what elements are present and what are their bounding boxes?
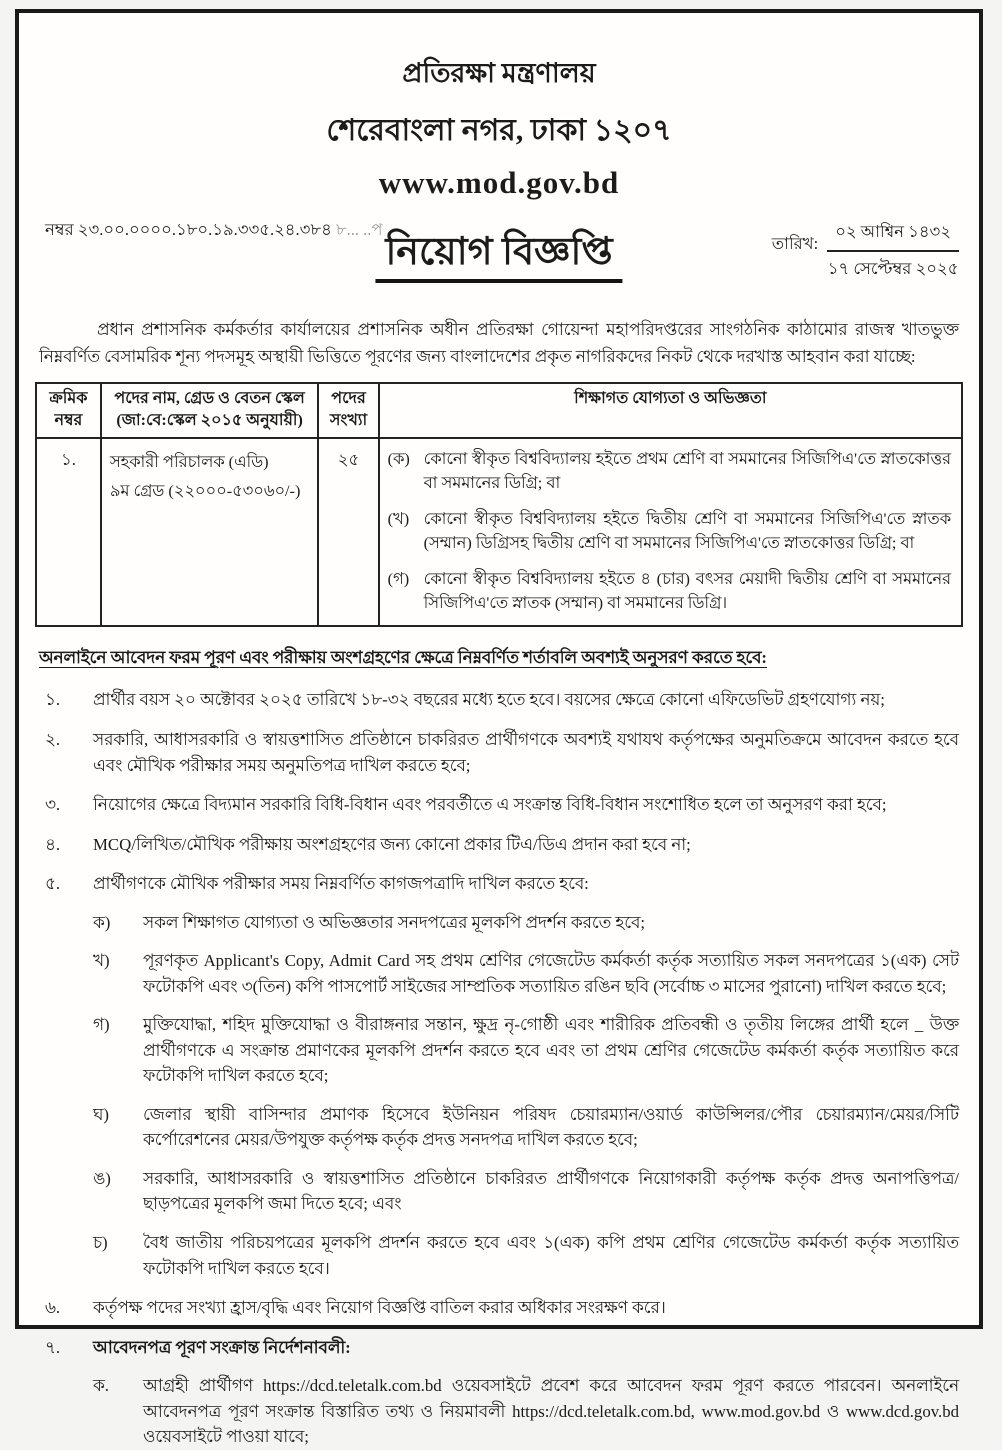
notice-title: নিয়োগ বিজ্ঞপ্তি <box>375 231 622 283</box>
qualification-marker: (ক) <box>387 448 410 468</box>
qualification-item <box>388 567 951 616</box>
condition-number: ৭. <box>45 1337 61 1357</box>
condition-sub-text: পূরণকৃত Applicant's Copy, Admit Card সহ প্রথম শ্রেণির গেজেটেড কর্মকর্তা কর্তৃক সত্যায়িত সকল সনদপত্রের ১(এক) সেট ফটোকপি এবং ৩(তিন) কপি পাসপোর্ট সাইজের সাম্প্রতিক সত্যায়িত রঙিন ছবি (সর্বোচ্চ ৩ মাসের পুরানো) দাখিল করতে হবে; <box>143 951 959 996</box>
memo-date-block <box>772 219 959 283</box>
cell-vacancies: ২৫ <box>318 438 378 627</box>
condition-sub-item <box>93 1012 963 1089</box>
qualification-marker: (গ) <box>387 568 410 588</box>
qualification-text: কোনো স্বীকৃত বিশ্ববিদ্যালয় হইতে ৪ (চার) বৎসর মেয়াদী দ্বিতীয় শ্রেণি বা সমমানের সিজিপিএ'তে স্নাতক (সম্মান) বা সমমানের ডিগ্রি। <box>423 568 951 613</box>
vacancy-table <box>35 382 963 627</box>
date-bangla: ০২ আশ্বিন ১৪৩২ <box>827 219 959 252</box>
condition-sub-text: বৈধ জাতীয় পরিচয়পত্রের মূলকপি প্রদর্শন করতে হবে এবং ১(এক) কপি প্রথম শ্রেণির গেজেটেড কর্মকর্তা কর্তৃক সত্যায়িত ফটোকপি দাখিল করতে হবে। <box>143 1232 959 1278</box>
qualification-text: কোনো স্বীকৃত বিশ্ববিদ্যালয় হইতে দ্বিতীয় শ্রেণি বা সমমানের সিজিপিএ'তে স্নাতক (সম্মান) ডিগ্রিসহ দ্বিতীয় শ্রেণি বা সমমানের সিজিপিএ'তে স্নাতকোত্তর ডিগ্রি; বা <box>423 508 951 553</box>
post-grade-scale: ৯ম গ্রেড (২২০০০-৫৩০৬০/-) <box>109 481 301 501</box>
condition-sub-text: সকল শিক্ষাগত যোগ্যতা ও অভিজ্ঞতার সনদপত্রের মূলকপি প্রদর্শন করতে হবে; <box>143 912 645 932</box>
condition-number: ১. <box>45 690 61 710</box>
condition-sub-text: জেলার স্থায়ী বাসিন্দার প্রমাণক হিসেবে ইউনিয়ন পরিষদ চেয়ারম্যান/ওয়ার্ড কাউন্সিলর/পৌর চেয়ারম্যান/মেয়র/সিটি কর্পোরেশনের মেয়র/উপযুক্ত কর্তৃপক্ষ কর্তৃক প্রদত্ত সনদপত্র দাখিল করতে হবে; <box>143 1104 959 1150</box>
condition-item <box>35 792 963 818</box>
condition-sub-item <box>93 910 963 936</box>
header-count-line2: সংখ্যা <box>329 412 368 430</box>
document-border-frame <box>15 9 983 1447</box>
condition-item <box>35 687 963 713</box>
header-serial <box>36 383 101 438</box>
cell-post <box>101 438 319 627</box>
condition-sub-item <box>93 1373 963 1450</box>
conditions-list <box>35 687 963 1449</box>
condition-text: সরকারি, আধাসরকারি ও স্বায়ত্তশাসিত প্রতিষ্ঠানে চাকরিরত প্রার্থীগণকে অবশ্যই যথাযথ কর্তৃপক্ষের অনুমতিক্রমে আবেদন করতে হবে এবং মৌখিক পরীক্ষার সময় অনুমতিপত্র দাখিল করতে হবে; <box>93 730 959 775</box>
condition-number: ৫. <box>45 874 61 894</box>
condition-item <box>35 832 963 858</box>
cell-serial: ১. <box>36 438 101 627</box>
condition-sub-text: মুক্তিযোদ্ধা, শহিদ মুক্তিযোদ্ধা ও বীরাঙ্গনার সন্তান, ক্ষুদ্র নৃ-গোষ্ঠী এবং শারীরিক প্রতিবন্ধী ও তৃতীয় লিঙ্গের প্রার্থী হলে _ উক্ত প্রার্থীগণকে এ সংক্রান্ত প্রমাণকের মূলকপি প্রদর্শন করতে হবে এবং তা প্রথম শ্রেণির গেজেটেড কর্মকর্তা কর্তৃক সত্যায়িত করে ফটোকপি দাখিল করতে হবে; <box>143 1015 959 1086</box>
condition-item <box>35 871 963 897</box>
condition-sub-letter: ঙ) <box>93 1168 111 1188</box>
condition-number: ৩. <box>45 795 61 815</box>
header-count <box>318 383 378 438</box>
qualification-marker: (খ) <box>387 508 410 528</box>
condition-sub-letter: চ) <box>93 1232 108 1252</box>
document-content <box>19 13 979 1450</box>
condition-sub-letter: খ) <box>93 951 110 971</box>
qualification-item <box>388 447 951 496</box>
date-label: তারিখ: <box>771 234 819 253</box>
header-serial-line2: নম্বর <box>54 412 83 430</box>
ministry-address: শেরেবাংলা নগর, ঢাকা ১২০৭ <box>326 114 672 147</box>
condition-text: MCQ/লিখিত/মৌখিক পরীক্ষায় অংশগ্রহণের জন্য কোনো প্রকার টিএ/ডিএ প্রদান করা হবে না; <box>93 834 691 854</box>
condition-sub-text: সরকারি, আধাসরকারি ও স্বায়ত্তশাসিত প্রতিষ্ঠানে চাকরিরত প্রার্থীগণকে নিয়োগকারী কর্তৃপক্ষ কর্তৃক প্রদত্ত অনাপত্তিপত্র/ছাড়পত্রের মূলকপি জমা দিতে হবে; এবং <box>143 1168 959 1214</box>
condition-item <box>35 727 963 778</box>
table-header-row <box>36 383 962 438</box>
condition-sub-item <box>93 948 963 999</box>
conditions-heading: অনলাইনে আবেদন ফরম পূরণ এবং পরীক্ষায় অংশগ্রহণের ক্ষেত্রে নিম্নবর্ণিত শর্তাবলি অবশ্যই অনুসরণ করতে হবে: <box>39 648 767 668</box>
document-header <box>35 53 963 201</box>
intro-paragraph: প্রধান প্রশাসনিক কর্মকর্তার কার্যালয়ের প্রশাসনিক অধীন প্রতিরক্ষা গোয়েন্দা মহাপরিদপ্তরের সাংগঠনিক কাঠামোর রাজস্ব খাতভুক্ত নিম্নবর্ণিত বেসামরিক শূন্য পদসমূহ অস্থায়ী ভিত্তিতে পূরণের জন্য বাংলাদেশের প্রকৃত নাগরিকদের নিকট থেকে দরখাস্ত আহবান করা যাচ্ছে: <box>39 320 959 366</box>
table-row <box>36 438 962 627</box>
cell-qualifications <box>379 438 962 627</box>
header-qualification-label: শিক্ষাগত যোগ্যতা ও অভিজ্ঞতা <box>574 390 767 408</box>
header-serial-line1: ক্রমিক <box>49 390 88 408</box>
qualification-list <box>388 447 951 616</box>
post-name: সহকারী পরিচালক (এডি) <box>109 451 269 471</box>
header-post-line1: পদের নাম, গ্রেড ও বেতন স্কেল <box>114 390 305 408</box>
header-post <box>101 383 319 438</box>
memo-number-label: নম্বর <box>45 220 74 239</box>
qualification-item <box>388 507 951 556</box>
ministry-website: www.mod.gov.bd <box>378 165 620 200</box>
header-post-line2: (জা:বে:স্কেল ২০১৫ অনুযায়ী) <box>116 412 303 430</box>
memo-number-faded-tail: ৮... ..প <box>335 220 383 239</box>
date-gregorian: ১৭ সেপ্টেম্বর ২০২৫ <box>827 259 959 278</box>
condition-item <box>35 1295 963 1321</box>
condition-sub-letter: ক) <box>93 912 111 932</box>
condition-sub-letter: ক. <box>93 1376 109 1396</box>
condition-text: প্রার্থীগণকে মৌখিক পরীক্ষার সময় নিম্নবর্ণিত কাগজপত্রাদি দাখিল করতে হবে: <box>93 874 589 894</box>
condition-number: ২. <box>45 730 61 749</box>
memo-number-value: ২৩.০০.০০০০.১৮০.১৯.৩৩৫.২৪.৩৮৪ <box>77 220 332 239</box>
date-stack <box>827 219 959 283</box>
condition-sub-item <box>93 1102 963 1153</box>
condition-text: প্রার্থীর বয়স ২০ অক্টোবর ২০২৫ তারিখে ১৮-৩২ বছরের মধ্যে হতে হবে। বয়সের ক্ষেত্রে কোনো এফিডেভিট গ্রহণযোগ্য নয়; <box>93 690 885 710</box>
condition-sub-item <box>93 1166 963 1217</box>
condition-sub-text: আগ্রহী প্রার্থীগণ https://dcd.teletalk.com.bd ওয়েবসাইটে প্রবেশ করে আবেদন ফরম পূরণ করতে পারবেন। অনলাইনে আবেদনপত্র পূরণ সংক্রান্ত বিস্তারিত তথ্য ও নিয়মাবলী https://dcd.teletalk.com.bd, www.mod.gov.bd ও www.dcd.gov.bd ওয়েবসাইটে পাওয়া যাবে; <box>143 1376 959 1447</box>
qualification-text: কোনো স্বীকৃত বিশ্ববিদ্যালয় হইতে প্রথম শ্রেণি বা সমমানের সিজিপিএ'তে স্নাতকোত্তর বা সমমানের ডিগ্রি; বা <box>423 448 951 493</box>
condition-sub-letter: গ) <box>93 1015 110 1035</box>
condition-number: ৪. <box>45 834 61 854</box>
condition-number: ৬. <box>45 1298 61 1318</box>
condition-sub-item <box>93 1230 963 1281</box>
condition-sub-letter: ঘ) <box>93 1104 109 1124</box>
memo-row <box>35 217 963 293</box>
memo-number <box>45 217 383 244</box>
condition-text: নিয়োগের ক্ষেত্রে বিদ্যমান সরকারি বিধি-বিধান এবং পরবর্তীতে এ সংক্রান্ত বিধি-বিধান সংশোধিত হলে তা অনুসরণ করা হবে; <box>93 795 887 815</box>
condition-item <box>35 1335 963 1361</box>
header-count-line1: পদের <box>331 390 366 408</box>
ministry-name: প্রতিরক্ষা মন্ত্রণালয় <box>402 58 596 88</box>
header-qualification <box>379 383 962 438</box>
condition-text: কর্তৃপক্ষ পদের সংখ্যা হ্রাস/বৃদ্ধি এবং নিয়োগ বিজ্ঞপ্তি বাতিল করার অধিকার সংরক্ষণ করে। <box>93 1298 666 1318</box>
condition-text: আবেদনপত্র পূরণ সংক্রান্ত নির্দেশনাবলী: <box>93 1337 351 1357</box>
